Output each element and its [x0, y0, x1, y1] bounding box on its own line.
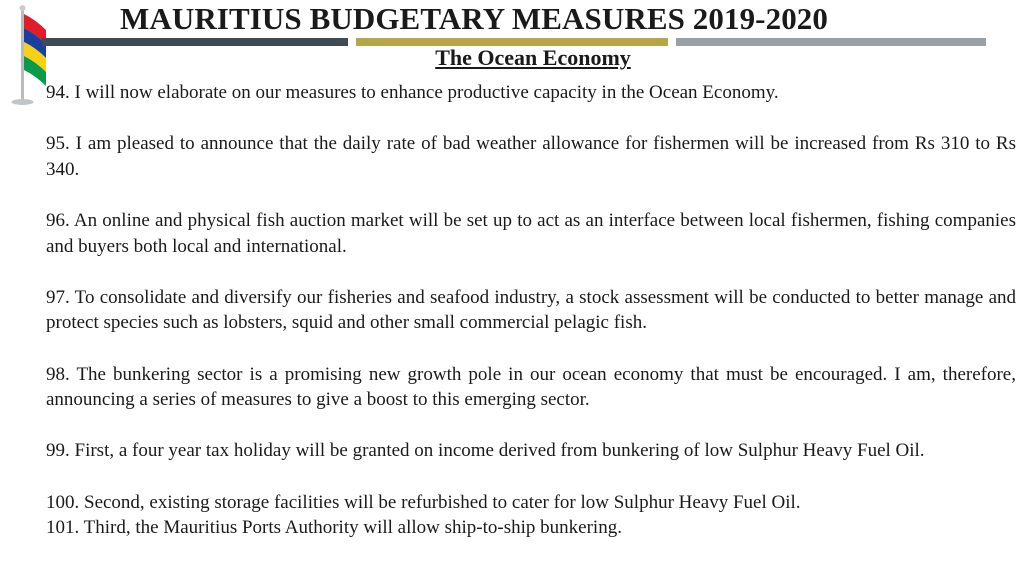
- paragraph-94: 94. I will now elaborate on our measures to enhance productive capacity in the Ocean Economy.: [46, 82, 779, 103]
- page-title: MAURITIUS BUDGETARY MEASURES 2019-2020: [119, 1, 829, 36]
- paragraph-96: 96. An online and physical fish auction market will be set up to act as an interface between local fishermen, fishing companies and buyers both local and international.: [46, 209, 1016, 257]
- paragraph-95: 95. I am pleased to announce that the daily rate of bad weather allowance for fishermen will be increased from Rs 310 to Rs 340.: [46, 133, 1016, 180]
- paragraph-97: 97. To consolidate and diversify our fisheries and seafood industry, a stock assessment will be conducted to better manage and protect species such as lobsters, squid and other small commercial pelagic fish.: [46, 286, 1016, 334]
- paragraph-99: 99. First, a four year tax holiday will be granted on income derived from bunkering of low Sulphur Heavy Fuel Oil.: [46, 440, 925, 462]
- section-subtitle: The Ocean Economy: [435, 45, 631, 70]
- flag-pole-base: [12, 99, 34, 105]
- paragraph-98: 98. The bunkering sector is a promising new growth pole in our ocean economy that must be encouraged. I am, therefore, announcing a series of measures to give a boost to this emerging sector.: [46, 363, 1016, 411]
- paragraph-101: 101. Third, the Mauritius Ports Authority will allow ship-to-ship bunkering.: [46, 517, 622, 539]
- paragraph-100: 100. Second, existing storage facilities will be refurbished to cater for low Sulphur Heavy Fuel Oil.: [46, 491, 801, 513]
- document-body: [46, 80, 1016, 541]
